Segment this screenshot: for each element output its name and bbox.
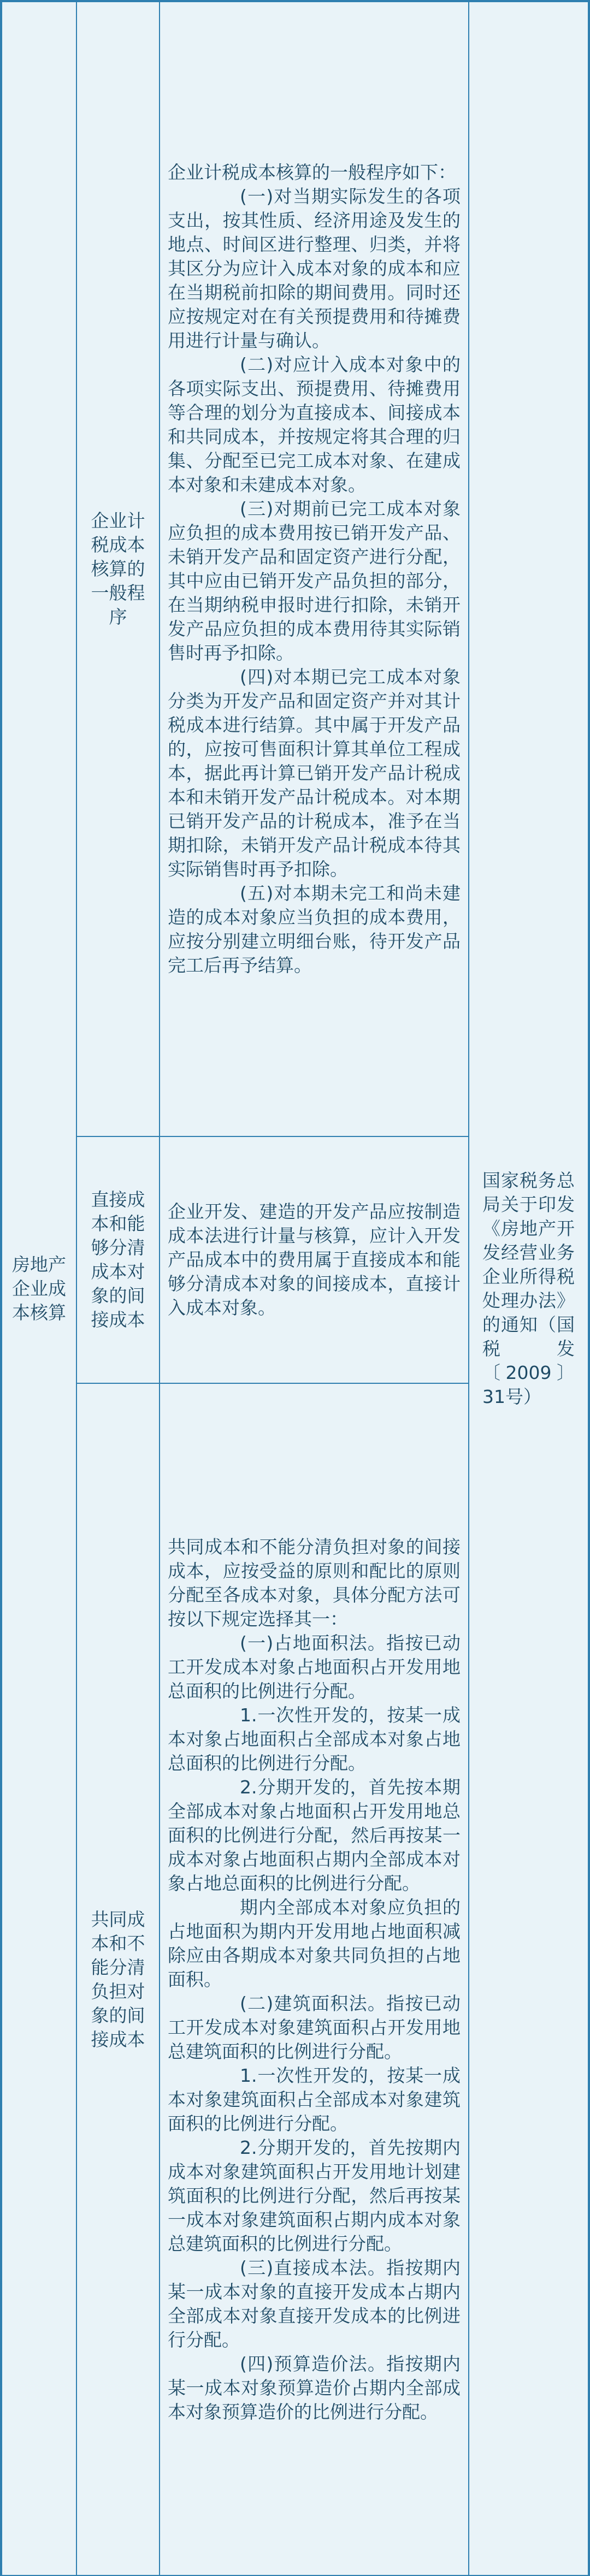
table-row <box>2 2 588 1136</box>
content-paragraph: (一)对当期实际发生的各项支出，按其性质、经济用途及发生的地点、时间区进行整理、归类，并将其区分为应计入成本对象的成本和应在当期税前扣除的期间费用。同时还应按规定对在有关预提费用和待摊费用进行计量与确认。 <box>168 186 461 351</box>
content-paragraph: 企业开发、建造的开发产品应按制造成本法进行计量与核算，应计入开发产品成本中的费用属于直接成本和能够分清成本对象的间接成本，直接计入成本对象。 <box>168 1201 461 1318</box>
content-paragraph: 2.分期开发的，首先按本期全部成本对象占地面积占开发用地总面积的比例进行分配，然后再按某一成本对象占地面积占期内全部成本对象占地总面积的比例进行分配。 <box>168 1776 461 1894</box>
content-paragraph: (四)预算造价法。指按期内某一成本对象预算造价占期内全部成本对象预算造价的比例进行分配。 <box>168 2353 461 2423</box>
content-paragraph: (三)直接成本法。指按期内某一成本对象的直接开发成本占期内全部成本对象直接开发成本的比例进行分配。 <box>168 2257 461 2350</box>
content-paragraph: (四)对本期已完工成本对象分类为开发产品和固定资产并对其计税成本进行结算。其中属于开发产品的，应按可售面积计算其单位工程成本，据此再计算已销开发产品计税成本和未销开发产品计税成本。对本期已销开发产品的计税成本，准予在当期扣除，未销开发产品计税成本待其实际销售时再予扣除。 <box>168 666 461 880</box>
content-paragraph: (二)建筑面积法。指按已动工开发成本对象建筑面积占开发用地总建筑面积的比例进行分配。 <box>168 1992 461 2062</box>
content-paragraph: 1.一次性开发的，按某一成本对象占地面积占全部成本对象占地总面积的比例进行分配。 <box>168 1704 461 1774</box>
cost-accounting-table <box>1 1 589 2576</box>
content-paragraph: (三)对期前已完工成本对象应负担的成本费用按已销开发产品、未销开发产品和固定资产进行分配，其中应由已销开发产品负担的部分，在当期纳税申报时进行扣除，未销开发产品应负担的成本费用待其实际销售时再予扣除。 <box>168 498 461 664</box>
content-paragraph: 2.分期开发的，首先按期内成本对象建筑面积占开发用地计划建筑面积的比例进行分配，然后再按某一成本对象建筑面积占期内成本对象总建筑面积的比例进行分配。 <box>168 2136 461 2254</box>
content-paragraph: (二)对应计入成本对象中的各项实际支出、预提费用、待摊费用等合理的划分为直接成本、间接成本和共同成本，并按规定将其合理的归集、分配至已完工成本对象、在建成本对象和未建成本对象。 <box>168 354 461 495</box>
subtitle-cell: 共同成本和不能分清负担对象的间接成本 <box>76 1383 160 2575</box>
content-cell <box>160 1383 469 2575</box>
subtitle-cell: 直接成本和能够分清成本对象的间接成本 <box>76 1136 160 1383</box>
source-cell: 国家税务总局关于印发《房地产开发经营业务企业所得税处理办法》的通知（国税发〔2009〕31号） <box>469 2 588 2575</box>
content-paragraph: (五)对本期未完工和尚未建造的成本对象应当负担的成本费用，应按分别建立明细台账，待开发产品完工后再予结算。 <box>168 883 461 976</box>
category-cell: 房地产企业成本核算 <box>2 2 76 2575</box>
content-paragraph: 共同成本和不能分清负担对象的间接成本，应按受益的原则和配比的原则分配至各成本对象，具体分配方法可按以下规定选择其一： <box>168 1536 461 1630</box>
subtitle-cell: 企业计税成本核算的一般程序 <box>76 2 160 1136</box>
content-cell <box>160 2 469 1136</box>
content-paragraph: 1.一次性开发的，按某一成本对象建筑面积占全部成本对象建筑面积的比例进行分配。 <box>168 2064 461 2134</box>
content-cell <box>160 1136 469 1383</box>
content-paragraph: (一)占地面积法。指按已动工开发成本对象占地面积占开发用地总面积的比例进行分配。 <box>168 1632 461 1702</box>
content-paragraph: 企业计税成本核算的一般程序如下： <box>168 162 456 183</box>
content-paragraph: 期内全部成本对象应负担的占地面积为期内开发用地占地面积减除应由各期成本对象共同负担的占地面积。 <box>168 1896 461 1990</box>
